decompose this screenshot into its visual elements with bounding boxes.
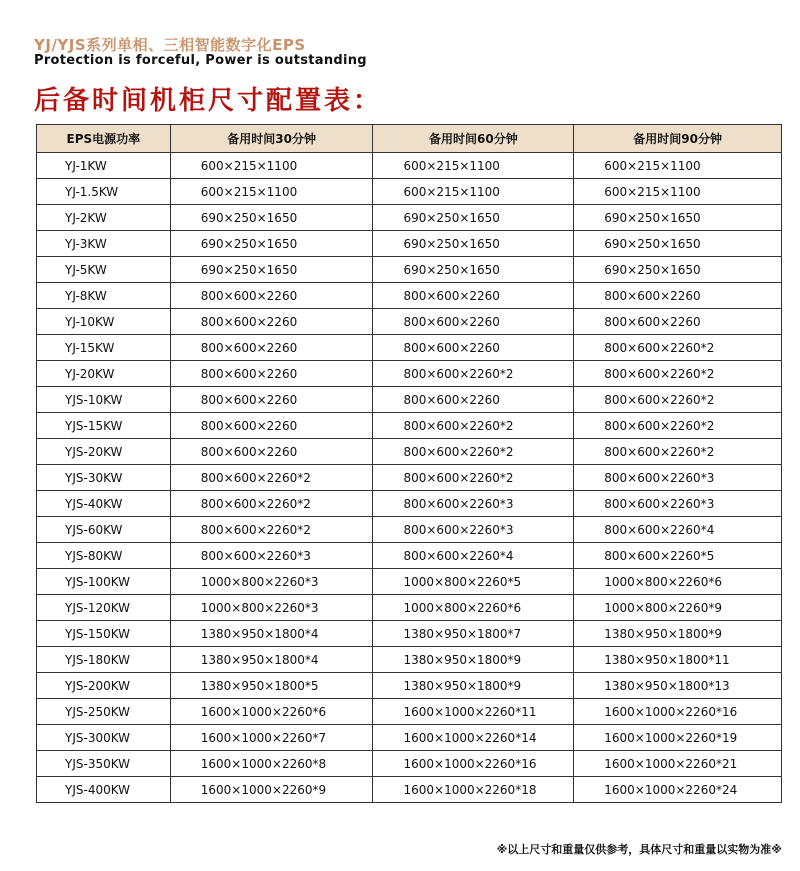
table-row: [37, 491, 782, 517]
cell-dimension: 800×600×2260*3: [373, 517, 574, 543]
cell-model: YJ-5KW: [37, 257, 171, 283]
cell-model: YJS-30KW: [37, 465, 171, 491]
cabinet-size-table: [36, 124, 782, 803]
cell-dimension: 800×600×2260: [373, 335, 574, 361]
cell-dimension: 690×250×1650: [373, 257, 574, 283]
cell-dimension: 800×600×2260*3: [170, 543, 373, 569]
table-header-row: [37, 125, 782, 153]
cell-dimension: 1380×950×1800*9: [373, 647, 574, 673]
cell-dimension: 690×250×1650: [574, 231, 782, 257]
table-row: [37, 153, 782, 179]
cell-dimension: 600×215×1100: [170, 179, 373, 205]
cell-model: YJS-40KW: [37, 491, 171, 517]
table-row: [37, 699, 782, 725]
cell-dimension: 800×600×2260*2: [373, 439, 574, 465]
cell-dimension: 1600×1000×2260*24: [574, 777, 782, 803]
table-row: [37, 179, 782, 205]
cell-model: YJ-2KW: [37, 205, 171, 231]
cell-dimension: 800×600×2260: [170, 387, 373, 413]
cell-model: YJS-150KW: [37, 621, 171, 647]
cell-dimension: 1380×950×1800*9: [373, 673, 574, 699]
column-header-60min: 备用时间60分钟: [373, 125, 574, 153]
cell-model: YJ-1.5KW: [37, 179, 171, 205]
cell-dimension: 600×215×1100: [373, 153, 574, 179]
column-header-90min: 备用时间90分钟: [574, 125, 782, 153]
cell-dimension: 800×600×2260*3: [574, 465, 782, 491]
table-row: [37, 621, 782, 647]
cell-model: YJS-300KW: [37, 725, 171, 751]
cell-dimension: 800×600×2260*5: [574, 543, 782, 569]
cell-model: YJS-80KW: [37, 543, 171, 569]
table-row: [37, 777, 782, 803]
table-row: [37, 647, 782, 673]
table-row: [37, 283, 782, 309]
table-row: [37, 361, 782, 387]
cell-dimension: 690×250×1650: [574, 257, 782, 283]
cell-dimension: 1600×1000×2260*11: [373, 699, 574, 725]
cell-model: YJS-250KW: [37, 699, 171, 725]
table-row: [37, 335, 782, 361]
cell-dimension: 600×215×1100: [574, 179, 782, 205]
cell-model: YJS-180KW: [37, 647, 171, 673]
cell-dimension: 800×600×2260*2: [170, 491, 373, 517]
table-row: [37, 569, 782, 595]
cell-model: YJS-400KW: [37, 777, 171, 803]
cell-dimension: 690×250×1650: [170, 205, 373, 231]
cell-model: YJ-10KW: [37, 309, 171, 335]
cell-model: YJ-8KW: [37, 283, 171, 309]
table-body: [37, 153, 782, 803]
table-row: [37, 231, 782, 257]
cell-dimension: 1600×1000×2260*21: [574, 751, 782, 777]
cell-dimension: 1000×800×2260*6: [373, 595, 574, 621]
cell-model: YJS-15KW: [37, 413, 171, 439]
cell-dimension: 1000×800×2260*3: [170, 569, 373, 595]
table-row: [37, 413, 782, 439]
cell-dimension: 690×250×1650: [574, 205, 782, 231]
cell-dimension: 1600×1000×2260*8: [170, 751, 373, 777]
cell-dimension: 1380×950×1800*7: [373, 621, 574, 647]
cell-model: YJS-120KW: [37, 595, 171, 621]
cell-dimension: 690×250×1650: [373, 231, 574, 257]
cell-dimension: 1380×950×1800*4: [170, 621, 373, 647]
cell-model: YJ-15KW: [37, 335, 171, 361]
slogan: Protection is forceful, Power is outstanding: [34, 53, 367, 68]
cell-dimension: 800×600×2260*2: [373, 413, 574, 439]
cell-dimension: 1380×950×1800*9: [574, 621, 782, 647]
cell-dimension: 800×600×2260*2: [574, 335, 782, 361]
table-row: [37, 725, 782, 751]
footnote: ※以上尺寸和重量仅供参考，具体尺寸和重量以实物为准※: [496, 843, 782, 856]
cell-model: YJS-200KW: [37, 673, 171, 699]
cell-dimension: 1380×950×1800*4: [170, 647, 373, 673]
cell-dimension: 1600×1000×2260*19: [574, 725, 782, 751]
cell-dimension: 1380×950×1800*13: [574, 673, 782, 699]
cell-dimension: 690×250×1650: [373, 205, 574, 231]
cell-dimension: 800×600×2260: [373, 309, 574, 335]
table-row: [37, 387, 782, 413]
cell-dimension: 800×600×2260: [574, 283, 782, 309]
cell-dimension: 1000×800×2260*9: [574, 595, 782, 621]
cell-dimension: 800×600×2260*2: [574, 413, 782, 439]
cell-model: YJS-10KW: [37, 387, 171, 413]
cell-dimension: 690×250×1650: [170, 257, 373, 283]
table-row: [37, 257, 782, 283]
table-row: [37, 595, 782, 621]
table-row: [37, 517, 782, 543]
cell-dimension: 800×600×2260*2: [170, 517, 373, 543]
cell-dimension: 800×600×2260*2: [373, 361, 574, 387]
cell-dimension: 800×600×2260*2: [373, 465, 574, 491]
cell-dimension: 1380×950×1800*5: [170, 673, 373, 699]
cell-dimension: 1000×800×2260*3: [170, 595, 373, 621]
cell-dimension: 800×600×2260: [170, 439, 373, 465]
cell-dimension: 1600×1000×2260*14: [373, 725, 574, 751]
column-header-30min: 备用时间30分钟: [170, 125, 373, 153]
cell-dimension: 1600×1000×2260*9: [170, 777, 373, 803]
cell-dimension: 1000×800×2260*6: [574, 569, 782, 595]
cell-dimension: 800×600×2260: [170, 309, 373, 335]
cell-model: YJ-1KW: [37, 153, 171, 179]
cell-dimension: 800×600×2260: [373, 387, 574, 413]
series-title: YJ/YJS系列单相、三相智能数字化EPS: [34, 36, 306, 54]
cell-dimension: 800×600×2260*3: [373, 491, 574, 517]
cell-dimension: 1600×1000×2260*6: [170, 699, 373, 725]
table-row: [37, 439, 782, 465]
cell-dimension: 1600×1000×2260*7: [170, 725, 373, 751]
cell-dimension: 690×250×1650: [170, 231, 373, 257]
cell-dimension: 800×600×2260*3: [574, 491, 782, 517]
cell-dimension: 800×600×2260*2: [574, 439, 782, 465]
cell-dimension: 1600×1000×2260*16: [373, 751, 574, 777]
cell-dimension: 600×215×1100: [170, 153, 373, 179]
table-row: [37, 543, 782, 569]
table-row: [37, 205, 782, 231]
cell-dimension: 600×215×1100: [574, 153, 782, 179]
cell-dimension: 800×600×2260: [170, 335, 373, 361]
table-row: [37, 309, 782, 335]
cell-dimension: 1000×800×2260*5: [373, 569, 574, 595]
cell-dimension: 800×600×2260: [373, 283, 574, 309]
cell-dimension: 800×600×2260*2: [170, 465, 373, 491]
cell-dimension: 800×600×2260: [170, 283, 373, 309]
cell-model: YJS-60KW: [37, 517, 171, 543]
page-title: 后备时间机柜尺寸配置表：: [34, 86, 383, 116]
cell-dimension: 800×600×2260*2: [574, 361, 782, 387]
table-row: [37, 673, 782, 699]
column-header-power: EPS电源功率: [37, 125, 171, 153]
table-row: [37, 751, 782, 777]
cell-dimension: 800×600×2260: [170, 361, 373, 387]
cell-dimension: 1380×950×1800*11: [574, 647, 782, 673]
table-row: [37, 465, 782, 491]
cell-model: YJ-3KW: [37, 231, 171, 257]
cell-dimension: 800×600×2260*4: [574, 517, 782, 543]
cell-model: YJS-100KW: [37, 569, 171, 595]
cell-dimension: 800×600×2260*4: [373, 543, 574, 569]
cell-dimension: 800×600×2260: [170, 413, 373, 439]
cell-model: YJS-350KW: [37, 751, 171, 777]
cell-dimension: 800×600×2260*2: [574, 387, 782, 413]
cell-dimension: 1600×1000×2260*16: [574, 699, 782, 725]
cell-dimension: 1600×1000×2260*18: [373, 777, 574, 803]
cell-dimension: 800×600×2260: [574, 309, 782, 335]
cell-model: YJ-20KW: [37, 361, 171, 387]
cell-dimension: 600×215×1100: [373, 179, 574, 205]
cell-model: YJS-20KW: [37, 439, 171, 465]
